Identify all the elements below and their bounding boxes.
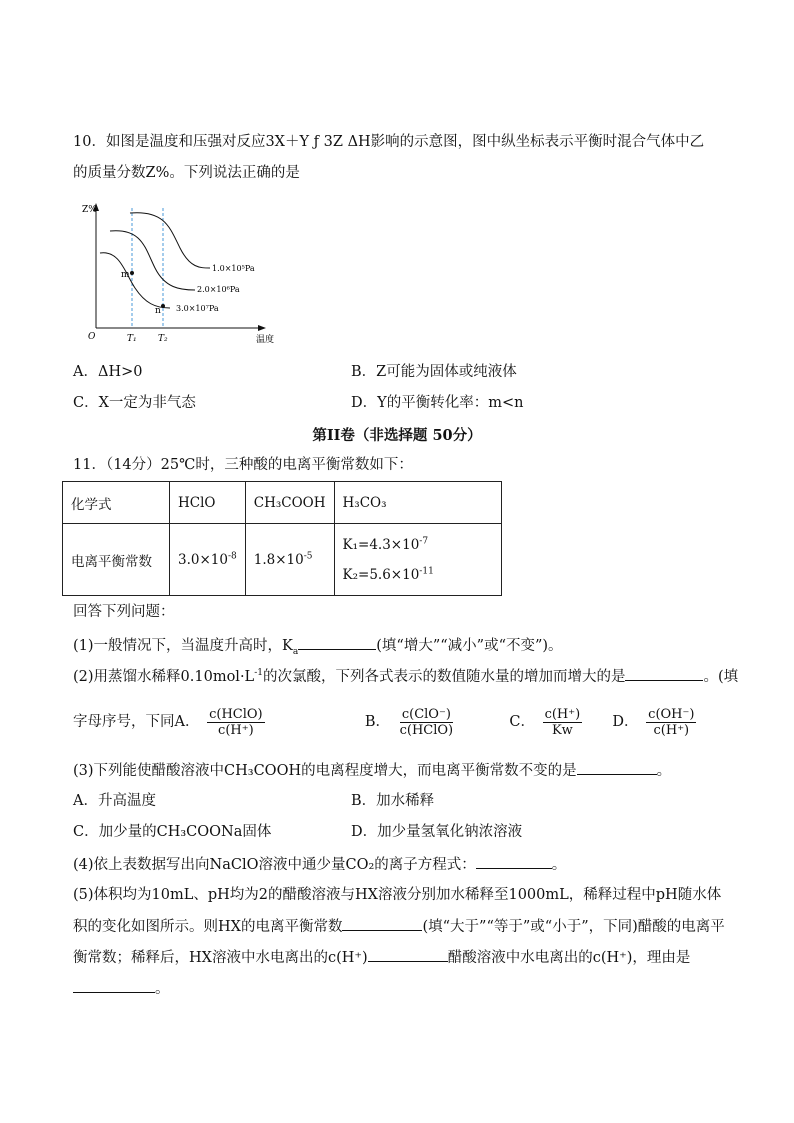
table-cell-ch3cooh-k: $1.8\times 10^{-5}$: [245, 524, 334, 596]
q11-part3-option-b: B．加水稀释: [351, 793, 435, 809]
q11-intro: 11．（14分）25℃时，三种酸的电离平衡常数如下：: [73, 457, 413, 473]
q10-stem-line2: 的质量分数Z%。下列说法正确的是: [73, 165, 300, 181]
table-cell-h2co3-k: $K_1=4.3\times 10^{-7}$ $K_2=5.6\times 10^{-11}$: [334, 524, 501, 596]
curve-3e7pa-label: 3.0×10⁷Pa: [176, 304, 219, 313]
curve-1e5pa-label: 1.0×10⁵Pa: [212, 264, 255, 273]
x-axis-label: 温度: [256, 335, 275, 345]
ionization-constant-table: [62, 481, 502, 596]
q11-part3-option-d: D．加少量氢氧化钠浓溶液: [351, 824, 523, 840]
answer-blank-4[interactable]: [476, 854, 552, 869]
curve-2e6pa: [110, 231, 195, 290]
q10-option-a: A．ΔH>0: [73, 364, 143, 380]
curve-1e5pa: [130, 213, 210, 268]
point-n-label: n: [155, 306, 161, 316]
point-n: [161, 304, 165, 308]
q10-option-b: B．Z可能为固体或纯液体: [351, 364, 517, 380]
answer-blank-5a[interactable]: [342, 916, 422, 931]
answer-blank-5b[interactable]: [368, 947, 448, 962]
t1-label: T₁: [127, 334, 137, 344]
answer-blank-3[interactable]: [577, 760, 657, 775]
table-header-hclo: HClO: [170, 482, 246, 524]
q11-part5-line2: 积的变化如图所示。则HX的电离平衡常数 (填“大于”“等于”或“小于”，下同)醋酸的电离平: [73, 916, 725, 937]
q11-part5-line1: (5)体积均为10mL、pH均为2的醋酸溶液与HX溶液分别加水稀释至1000mL，稀释过程中pH随水体: [73, 887, 722, 903]
q11-answer-prompt: 回答下列问题：: [73, 604, 175, 620]
table-header-ch3cooh: CH₃COOH: [245, 482, 334, 524]
answer-blank-2[interactable]: [625, 666, 703, 681]
fraction-d: $\frac{c(OH^-)}{c(H^+)}$: [648, 706, 695, 738]
q11-part3-option-c: C．加少量的CH₃COONa固体: [73, 824, 272, 840]
table-row-label: 电离平衡常数: [63, 524, 170, 596]
curve-3e7pa: [100, 253, 170, 308]
x-axis-arrow-icon: [258, 325, 266, 331]
q10-option-d: D．Y的平衡转化率：m<n: [351, 395, 524, 411]
answer-blank-1[interactable]: [298, 635, 376, 650]
q11-part2-options: 字母序号，下同A． $\frac{\text{c(HClO)}}{c(H^+)}$ B． $\frac{\text{c(ClO⁻)}}{\text{c(HClO)}}$ C． $\frac{c(H^+)}{Kw}$ D． $\frac{c(OH^-)}{c(H^+)}$: [73, 706, 695, 738]
q11-part3-option-a: A．升高温度: [73, 793, 156, 809]
q10-figure: [80, 198, 290, 348]
q10-stem-line1: 10．如图是温度和压强对反应3X＋Y ƒ 3Z ΔH影响的示意图，图中纵坐标表示平衡时混合气体中乙: [73, 134, 705, 150]
point-m-label: m: [121, 270, 130, 280]
y-axis-label: Z%: [82, 205, 97, 215]
q11-part5-line4: 。: [73, 978, 170, 999]
origin-label: O: [88, 332, 96, 342]
q10-option-c: C．X一定为非气态: [73, 395, 196, 411]
fraction-a: $\frac{\text{c(HClO)}}{c(H^+)}$: [209, 706, 263, 738]
fraction-b: $\frac{\text{c(ClO⁻)}}{\text{c(HClO)}}$: [399, 706, 454, 738]
table-header-h2co3: H₃CO₃: [334, 482, 501, 524]
q11-part3: (3)下列能使醋酸溶液中CH₃COOH的电离程度增大，而电离平衡常数不变的是 。: [73, 760, 671, 781]
table-header-formula: 化学式: [63, 482, 170, 524]
fraction-c: $\frac{c(H^+)}{Kw}$: [544, 706, 581, 738]
q11-part1: (1)一般情况下，当温度升高时，$K_a$ (填“增大”“减小”或“不变”)。: [73, 635, 563, 656]
q11-part2-line1: (2)用蒸馏水稀释$0.10mol\cdot L^{-1}$的次氯酸，下列各式表示的数值随水量的增加而增大的是 。(填: [73, 666, 738, 687]
table-cell-hclo-k: $3.0\times 10^{-8}$: [170, 524, 246, 596]
section-heading: 第II卷（非选择题 50分）: [312, 427, 482, 444]
point-m: [130, 271, 134, 275]
curve-2e6pa-label: 2.0×10⁶Pa: [197, 285, 240, 294]
q11-part5-line3: 衡常数；稀释后，HX溶液中水电离出的c(H⁺) 醋酸溶液中水电离出的c(H⁺)，理由是: [73, 947, 690, 968]
q11-part4: (4)依上表数据写出向NaClO溶液中通少量CO₂的离子方程式： 。: [73, 854, 566, 875]
t2-label: T₂: [158, 334, 168, 344]
answer-blank-5c[interactable]: [73, 978, 155, 993]
